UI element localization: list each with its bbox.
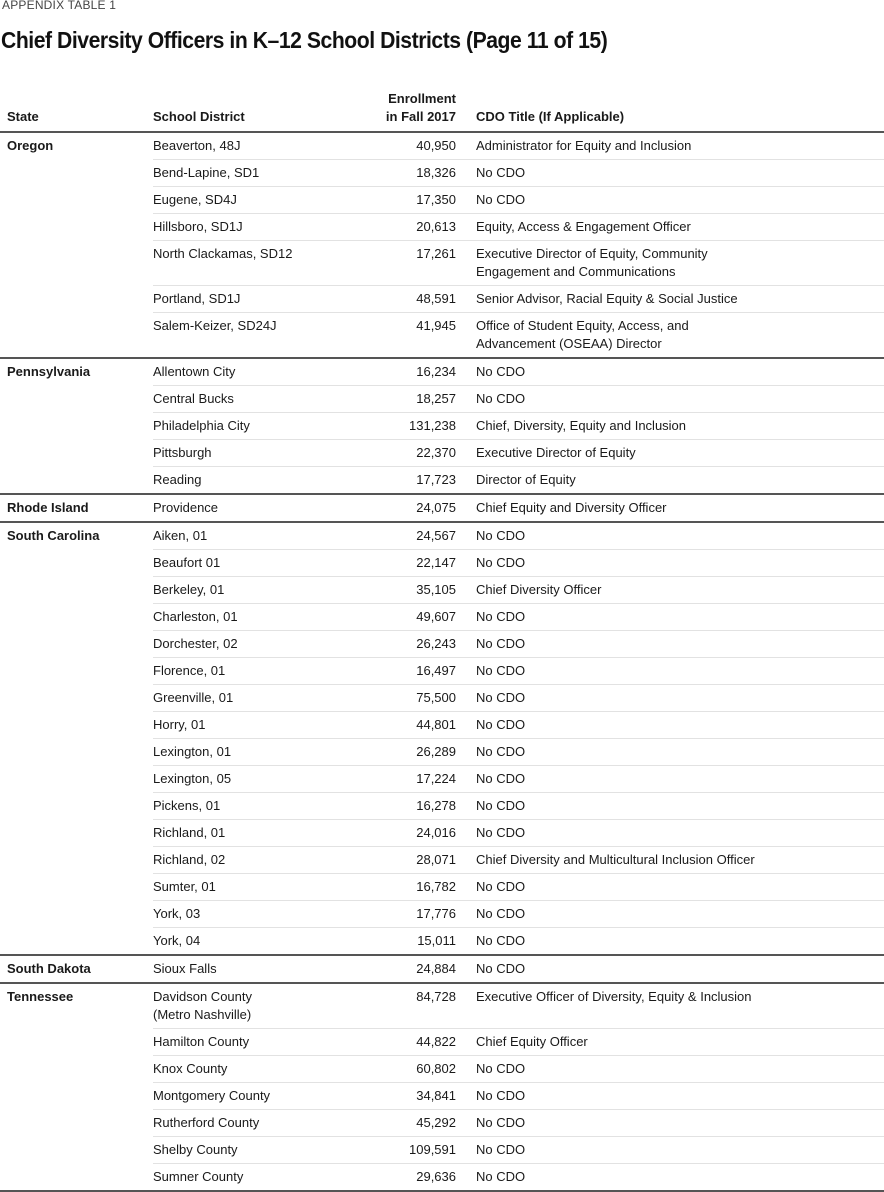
- table-row: [0, 901, 884, 928]
- state-cell: Tennessee: [7, 989, 74, 1004]
- enrollment-cell: 18,326: [343, 160, 456, 187]
- enrollment-cell: 45,292: [343, 1110, 456, 1137]
- cdo-title-cell: Senior Advisor, Racial Equity & Social Justice: [456, 286, 884, 313]
- table-row: [0, 1029, 884, 1056]
- state-cell: [0, 820, 153, 847]
- district-cell: Pickens, 01: [153, 793, 343, 820]
- cdo-title-cell: Chief, Diversity, Equity and Inclusion: [456, 413, 884, 440]
- cdo-title-cell: No CDO: [456, 604, 884, 631]
- state-cell: [0, 413, 153, 440]
- district-cell: Davidson County (Metro Nashville): [153, 983, 343, 1029]
- table-row: [0, 386, 884, 413]
- enrollment-cell: 109,591: [343, 1137, 456, 1164]
- district-cell: Beaverton, 48J: [153, 132, 343, 160]
- cdo-title-cell: Executive Officer of Diversity, Equity & Inclusion: [456, 983, 884, 1029]
- district-cell: Salem-Keizer, SD24J: [153, 313, 343, 359]
- district-cell: Horry, 01: [153, 712, 343, 739]
- state-cell: [0, 1110, 153, 1137]
- table-body: [0, 132, 884, 1191]
- cdo-title-cell: Executive Director of Equity: [456, 440, 884, 467]
- cdo-title-cell: No CDO: [456, 685, 884, 712]
- enrollment-cell: 26,243: [343, 631, 456, 658]
- table-row: [0, 413, 884, 440]
- district-cell: Hamilton County: [153, 1029, 343, 1056]
- state-cell: [0, 793, 153, 820]
- table-row: [0, 467, 884, 495]
- enrollment-cell: 24,567: [343, 522, 456, 550]
- enrollment-cell: 18,257: [343, 386, 456, 413]
- state-cell: Oregon: [7, 138, 54, 153]
- district-cell: Montgomery County: [153, 1083, 343, 1110]
- enrollment-cell: 26,289: [343, 739, 456, 766]
- cdo-title-cell: Equity, Access & Engagement Officer: [456, 214, 884, 241]
- column-header-enrollment: [343, 90, 456, 132]
- table-row: [0, 1110, 884, 1137]
- district-cell: Hillsboro, SD1J: [153, 214, 343, 241]
- table-row: [0, 494, 884, 522]
- enrollment-cell: 22,370: [343, 440, 456, 467]
- district-cell: Reading: [153, 467, 343, 495]
- enrollment-cell: 48,591: [343, 286, 456, 313]
- state-cell: [0, 214, 153, 241]
- cdo-title-cell: No CDO: [456, 1083, 884, 1110]
- cdo-title-cell: Chief Diversity and Multicultural Inclusion Officer: [456, 847, 884, 874]
- state-cell: [0, 847, 153, 874]
- district-cell: Eugene, SD4J: [153, 187, 343, 214]
- enrollment-cell: 131,238: [343, 413, 456, 440]
- table-row: [0, 132, 884, 160]
- state-cell: South Dakota: [0, 955, 153, 983]
- state-cell: [0, 739, 153, 766]
- state-cell: [0, 604, 153, 631]
- district-cell: Florence, 01: [153, 658, 343, 685]
- cdo-title-cell: Chief Diversity Officer: [456, 577, 884, 604]
- table-row: [0, 1083, 884, 1110]
- district-cell: Knox County: [153, 1056, 343, 1083]
- page-title: Chief Diversity Officers in K–12 School Districts (Page 11 of 15): [1, 27, 608, 53]
- enrollment-cell: 49,607: [343, 604, 456, 631]
- state-cell: [0, 313, 153, 359]
- state-cell: [0, 467, 153, 495]
- cdo-title-cell: Office of Student Equity, Access, and Advancement (OSEAA) Director: [456, 313, 884, 359]
- table-row: [0, 214, 884, 241]
- cdo-title-cell: No CDO: [456, 386, 884, 413]
- district-cell: Aiken, 01: [153, 522, 343, 550]
- table-row: [0, 928, 884, 956]
- state-cell: [0, 766, 153, 793]
- district-cell: Rutherford County: [153, 1110, 343, 1137]
- district-cell: Sumter, 01: [153, 874, 343, 901]
- cdo-title-cell: No CDO: [456, 739, 884, 766]
- state-cell: [0, 187, 153, 214]
- table-row: [0, 820, 884, 847]
- state-cell: [0, 685, 153, 712]
- cdo-title-cell: No CDO: [456, 631, 884, 658]
- cdo-title-cell: No CDO: [456, 901, 884, 928]
- enrollment-cell: 44,822: [343, 1029, 456, 1056]
- cdo-title-cell: No CDO: [456, 160, 884, 187]
- table-row: [0, 983, 884, 1029]
- table-row: [0, 739, 884, 766]
- cdo-title-cell: No CDO: [456, 522, 884, 550]
- district-cell: Berkeley, 01: [153, 577, 343, 604]
- cdo-table: [0, 90, 884, 1192]
- state-cell: [0, 241, 153, 286]
- state-cell: [0, 1164, 153, 1192]
- table-row: [0, 793, 884, 820]
- enrollment-cell: 16,782: [343, 874, 456, 901]
- enrollment-cell: 17,261: [343, 241, 456, 286]
- state-cell: [0, 928, 153, 956]
- enrollment-cell: 15,011: [343, 928, 456, 956]
- cdo-title-cell: No CDO: [456, 1110, 884, 1137]
- table-row: [0, 187, 884, 214]
- enrollment-cell: 35,105: [343, 577, 456, 604]
- state-cell: [0, 658, 153, 685]
- district-cell: Bend-Lapine, SD1: [153, 160, 343, 187]
- district-cell: York, 03: [153, 901, 343, 928]
- table-row: [0, 712, 884, 739]
- table-row: [0, 241, 884, 286]
- table-row: [0, 847, 884, 874]
- cdo-title-cell: No CDO: [456, 928, 884, 956]
- cdo-title-cell: No CDO: [456, 820, 884, 847]
- state-cell: Rhode Island: [0, 494, 153, 522]
- table-row: [0, 358, 884, 386]
- district-cell: Lexington, 01: [153, 739, 343, 766]
- enrollment-cell: 22,147: [343, 550, 456, 577]
- table-row: [0, 1164, 884, 1192]
- district-cell: Lexington, 05: [153, 766, 343, 793]
- table-row: [0, 522, 884, 550]
- column-header-district: School District: [153, 109, 245, 124]
- state-cell: [0, 440, 153, 467]
- cdo-title-cell: No CDO: [456, 1164, 884, 1192]
- enrollment-cell: 29,636: [343, 1164, 456, 1192]
- enrollment-cell: 24,884: [343, 955, 456, 983]
- table-row: [0, 577, 884, 604]
- district-cell: Shelby County: [153, 1137, 343, 1164]
- enrollment-cell: 17,224: [343, 766, 456, 793]
- table-row: [0, 286, 884, 313]
- enrollment-cell: 17,776: [343, 901, 456, 928]
- district-cell: North Clackamas, SD12: [153, 241, 343, 286]
- table-row: [0, 685, 884, 712]
- column-header-enrollment-line2: in Fall 2017: [385, 109, 456, 124]
- state-cell: South Carolina: [7, 528, 100, 543]
- district-cell: Portland, SD1J: [153, 286, 343, 313]
- cdo-title-cell: Director of Equity: [456, 467, 884, 495]
- district-cell: Richland, 01: [153, 820, 343, 847]
- district-cell: Sumner County: [153, 1164, 343, 1192]
- cdo-title-cell: Executive Director of Equity, Community Engagement and Communications: [456, 241, 884, 286]
- cdo-title-cell: No CDO: [456, 874, 884, 901]
- enrollment-cell: 17,350: [343, 187, 456, 214]
- state-cell: [0, 631, 153, 658]
- cdo-title-cell: No CDO: [456, 793, 884, 820]
- enrollment-cell: 28,071: [343, 847, 456, 874]
- enrollment-cell: 40,950: [343, 132, 456, 160]
- enrollment-cell: 41,945: [343, 313, 456, 359]
- appendix-label: APPENDIX TABLE 1: [2, 0, 117, 12]
- table-row: [0, 604, 884, 631]
- state-cell: [0, 160, 153, 187]
- enrollment-cell: 16,497: [343, 658, 456, 685]
- column-header-state: State: [7, 109, 39, 124]
- cdo-title-cell: No CDO: [456, 1137, 884, 1164]
- cdo-title-cell: No CDO: [456, 187, 884, 214]
- table-row: [0, 550, 884, 577]
- table-row: [0, 874, 884, 901]
- district-cell: Allentown City: [153, 358, 343, 386]
- state-cell: Pennsylvania: [7, 364, 91, 379]
- state-cell: [0, 1056, 153, 1083]
- table-row: [0, 658, 884, 685]
- enrollment-cell: 34,841: [343, 1083, 456, 1110]
- table-header-row: [0, 90, 884, 132]
- district-cell: Greenville, 01: [153, 685, 343, 712]
- enrollment-cell: 75,500: [343, 685, 456, 712]
- state-cell: [0, 386, 153, 413]
- district-cell: Pittsburgh: [153, 440, 343, 467]
- cdo-title-cell: Chief Equity Officer: [456, 1029, 884, 1056]
- district-cell: Beaufort 01: [153, 550, 343, 577]
- cdo-title-cell: No CDO: [456, 550, 884, 577]
- enrollment-cell: 16,234: [343, 358, 456, 386]
- state-cell: [0, 874, 153, 901]
- table-row: [0, 313, 884, 359]
- district-cell: Sioux Falls: [153, 955, 343, 983]
- state-cell: [0, 901, 153, 928]
- enrollment-cell: 20,613: [343, 214, 456, 241]
- table-row: [0, 955, 884, 983]
- district-cell: Charleston, 01: [153, 604, 343, 631]
- column-header-enrollment-line1: Enrollment: [388, 91, 456, 106]
- state-cell: [0, 1137, 153, 1164]
- table-row: [0, 1137, 884, 1164]
- enrollment-cell: 60,802: [343, 1056, 456, 1083]
- enrollment-cell: 24,016: [343, 820, 456, 847]
- district-cell: Dorchester, 02: [153, 631, 343, 658]
- state-cell: [0, 712, 153, 739]
- cdo-title-cell: Chief Equity and Diversity Officer: [456, 494, 884, 522]
- state-cell: [0, 577, 153, 604]
- cdo-title-cell: No CDO: [456, 955, 884, 983]
- state-cell: [0, 550, 153, 577]
- district-cell: Richland, 02: [153, 847, 343, 874]
- enrollment-cell: 44,801: [343, 712, 456, 739]
- table-row: [0, 440, 884, 467]
- table-row: [0, 631, 884, 658]
- cdo-title-cell: No CDO: [456, 712, 884, 739]
- table-row: [0, 766, 884, 793]
- cdo-title-cell: No CDO: [456, 766, 884, 793]
- column-header-cdo-title: CDO Title (If Applicable): [476, 109, 625, 124]
- enrollment-cell: 16,278: [343, 793, 456, 820]
- enrollment-cell: 84,728: [343, 983, 456, 1029]
- cdo-title-cell: No CDO: [456, 358, 884, 386]
- enrollment-cell: 17,723: [343, 467, 456, 495]
- state-cell: [0, 286, 153, 313]
- district-cell: York, 04: [153, 928, 343, 956]
- district-cell: Providence: [153, 494, 343, 522]
- district-cell: Central Bucks: [153, 386, 343, 413]
- state-cell: [0, 1029, 153, 1056]
- state-cell: [0, 1083, 153, 1110]
- enrollment-cell: 24,075: [343, 494, 456, 522]
- district-cell: Philadelphia City: [153, 413, 343, 440]
- table-row: [0, 160, 884, 187]
- cdo-title-cell: No CDO: [456, 658, 884, 685]
- table-row: [0, 1056, 884, 1083]
- cdo-title-cell: No CDO: [456, 1056, 884, 1083]
- cdo-title-cell: Administrator for Equity and Inclusion: [456, 132, 884, 160]
